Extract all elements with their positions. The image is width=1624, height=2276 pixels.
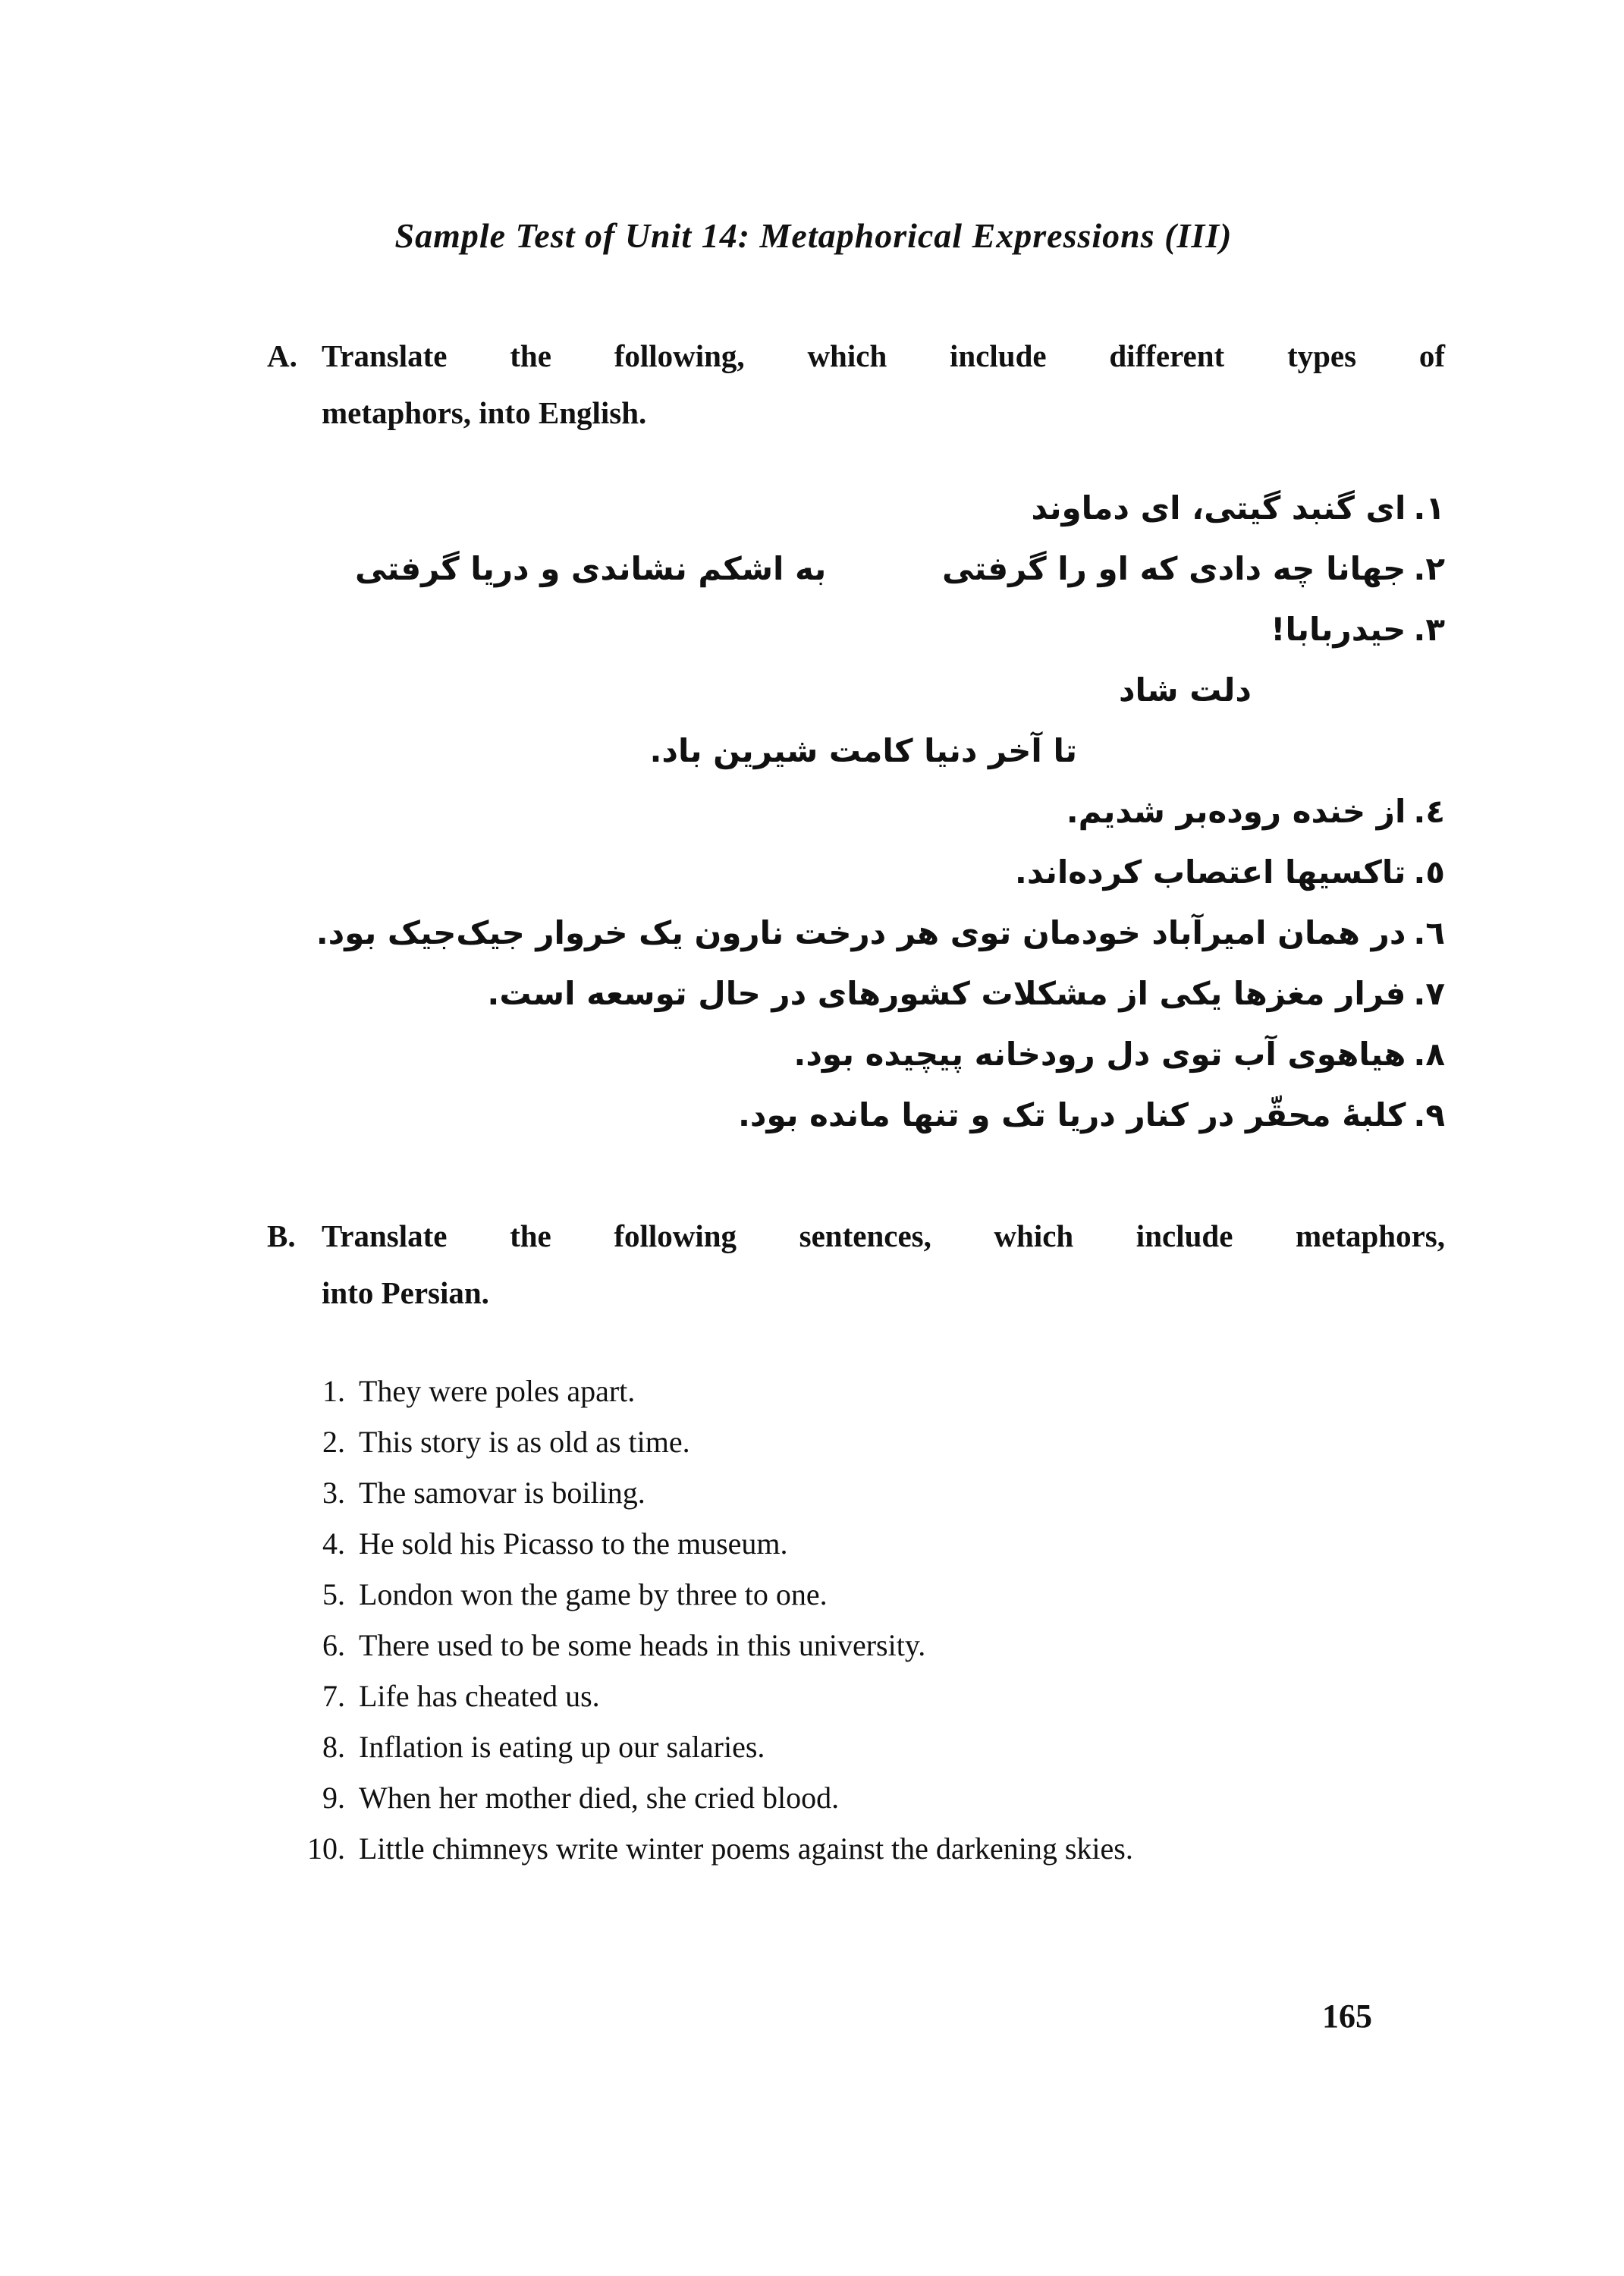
couplet-left-hemistich: به اشکم نشاندی و دریا گرفتی <box>355 550 827 587</box>
persian-item-4 <box>182 781 1445 842</box>
persian-sentence-list <box>182 478 1445 1146</box>
item-number: 4. <box>322 1526 345 1561</box>
section-a-heading <box>267 328 1445 442</box>
item-text: از خنده روده‌بر شدیم. <box>1066 793 1406 830</box>
item-number: ٨. <box>1413 1036 1445 1073</box>
item-text: This story is as old as time. <box>359 1425 690 1459</box>
section-b-heading <box>267 1208 1445 1322</box>
english-item-9 <box>265 1772 1445 1823</box>
item-number: ٢. <box>1413 550 1445 587</box>
english-item-3 <box>265 1467 1445 1518</box>
persian-item-9 <box>182 1085 1445 1146</box>
item-text: He sold his Picasso to the museum. <box>359 1526 788 1561</box>
item-number: ١. <box>1413 489 1445 527</box>
english-item-6 <box>265 1620 1445 1671</box>
item-number: 7. <box>322 1679 345 1713</box>
poem-line-2: دلت شاد <box>1118 671 1252 709</box>
section-a-heading-line2: metaphors, into English. <box>322 395 647 430</box>
item-number: ٦. <box>1413 914 1445 951</box>
persian-item-3 <box>182 599 1445 781</box>
item-number: ٩. <box>1413 1096 1445 1133</box>
item-text: Inflation is eating up our salaries. <box>359 1730 765 1764</box>
english-sentence-list <box>265 1366 1445 1874</box>
english-item-4 <box>265 1518 1445 1569</box>
english-item-10 <box>265 1823 1445 1874</box>
item-text: When her mother died, she cried blood. <box>359 1781 840 1815</box>
item-text: They were poles apart. <box>359 1374 636 1408</box>
persian-item-2 <box>182 539 1445 599</box>
item-text: The samovar is boiling. <box>359 1476 646 1510</box>
section-a-label: A. <box>267 338 297 373</box>
item-number: 10. <box>307 1831 345 1866</box>
item-number: ٥. <box>1413 854 1445 891</box>
item-text: هیاهوی آب توی دل رودخانه پیچیده بود. <box>793 1036 1406 1073</box>
section-a-heading-text <box>322 328 1445 442</box>
english-item-7 <box>265 1671 1445 1721</box>
english-item-1 <box>265 1366 1445 1416</box>
persian-item-7 <box>182 964 1445 1024</box>
section-a-heading-line1: Translate the following, which include different types of <box>322 338 1445 373</box>
item-text: فرار مغزها یکی از مشکلات کشورهای در حال توسعه است. <box>487 975 1406 1012</box>
section-b-heading-text <box>322 1208 1445 1322</box>
persian-item-5 <box>182 842 1445 903</box>
english-item-2 <box>265 1416 1445 1467</box>
section-b-heading-line2: into Persian. <box>322 1275 489 1310</box>
page-number: 165 <box>1322 1998 1372 2035</box>
persian-item-6 <box>182 903 1445 964</box>
item-text: Little chimneys write winter poems against the darkening skies. <box>359 1831 1133 1866</box>
item-number: 3. <box>322 1476 345 1510</box>
poem-line-1 <box>182 599 1445 660</box>
item-number: ٤. <box>1413 793 1445 830</box>
item-text: جهانا چه دادی که او را گرفتی <box>941 550 1406 587</box>
item-text: تاکسیها اعتصاب کرده‌اند. <box>1014 854 1406 891</box>
item-text: There used to be some heads in this university. <box>359 1628 926 1662</box>
english-item-8 <box>265 1721 1445 1772</box>
couplet-right-hemistich <box>942 539 1445 599</box>
section-b-heading-line1: Translate the following sentences, which include metaphors, <box>322 1218 1445 1253</box>
item-number: 5. <box>322 1577 345 1611</box>
item-number: 8. <box>322 1730 345 1764</box>
page-title: Sample Test of Unit 14: Metaphorical Expressions (III) <box>394 216 1233 255</box>
persian-item-8 <box>182 1024 1445 1085</box>
section-b-label: B. <box>267 1218 296 1253</box>
poem-line-3: تا آخر دنیا کامت شیرین باد. <box>649 732 1077 769</box>
item-number: ٣. <box>1413 611 1445 648</box>
english-item-5 <box>265 1569 1445 1620</box>
item-number: 1. <box>322 1374 345 1408</box>
item-number: 6. <box>322 1628 345 1662</box>
item-text: ای گنبد گیتی، ای دماوند <box>1031 489 1406 527</box>
persian-item-1 <box>182 478 1445 539</box>
item-text: کلبهٔ محقّر در کنار دریا تک و تنها مانده بود. <box>737 1096 1406 1133</box>
item-text: در همان امیرآباد خودمان توی هر درخت نارون یک خروار جیک‌جیک بود. <box>316 914 1406 951</box>
item-text: London won the game by three to one. <box>359 1577 828 1611</box>
item-number: 9. <box>322 1781 345 1815</box>
item-text: Life has cheated us. <box>359 1679 600 1713</box>
item-text: حیدربابا! <box>1271 611 1406 648</box>
item-number: ٧. <box>1413 975 1445 1012</box>
item-number: 2. <box>322 1425 345 1459</box>
